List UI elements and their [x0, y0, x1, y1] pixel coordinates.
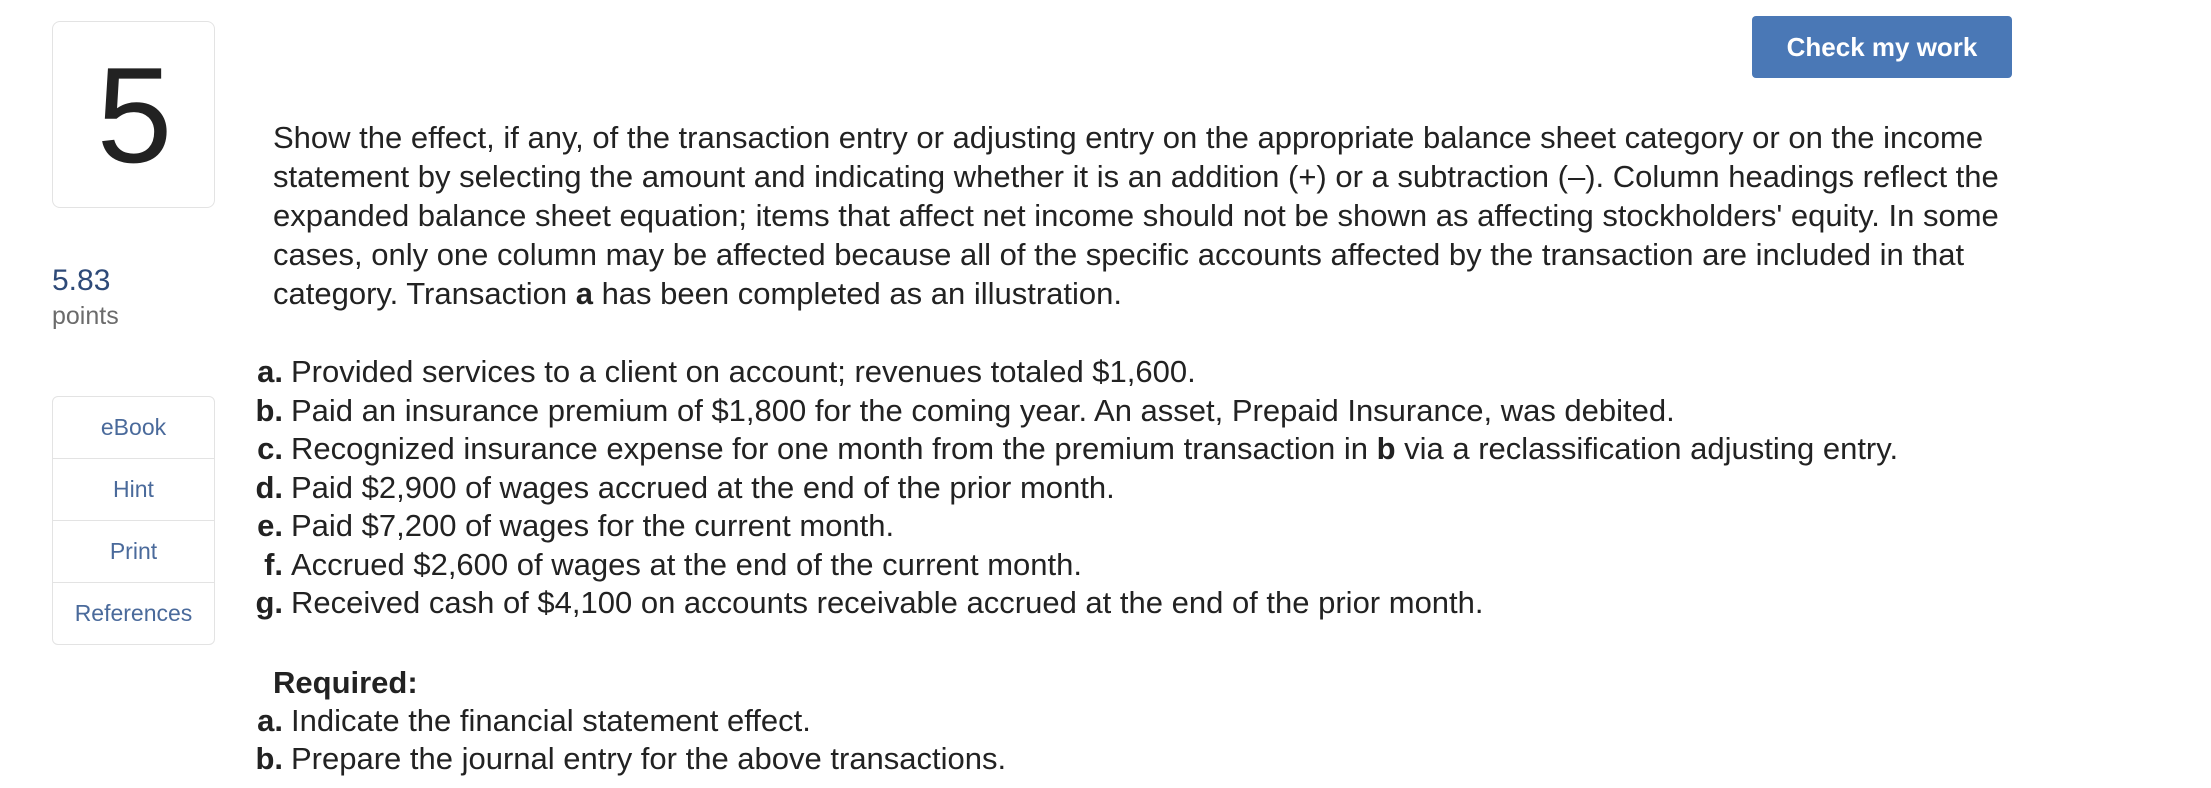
item-bold-letter: b	[1376, 431, 1396, 466]
item-letter: f.	[264, 546, 283, 582]
question-content	[255, 118, 2033, 779]
list-item	[255, 584, 2033, 623]
item-letter: c.	[257, 431, 283, 466]
list-item	[255, 392, 2033, 431]
item-text-after: via a reclassification adjusting entry.	[1395, 431, 1899, 466]
hint-link[interactable]: Hint	[53, 458, 214, 520]
item-text: Paid an insurance premium of $1,800 for the coming year. An asset, Prepaid Insurance, was debited.	[291, 392, 1675, 428]
instructions-bold-letter: a	[575, 276, 593, 311]
item-text: Indicate the financial statement effect.	[291, 702, 811, 738]
item-text: Paid $2,900 of wages accrued at the end of the prior month.	[291, 469, 1115, 505]
item-letter: g.	[255, 585, 283, 620]
instructions-text: Show the effect, if any, of the transaction entry or adjusting entry on the appropriate balance sheet category or on the income statement by selecting the amount and indicating whether it is an addition (+) or a subtraction (–). Column headings reflect the expanded balance sheet equation; items that affect net income should not be shown as affecting stockholders' equity. In some cases, only one column may be affected because all of the specific accounts affected by the transaction are included in that category. Transaction	[273, 120, 1999, 311]
item-letter: b.	[255, 741, 283, 776]
print-link[interactable]: Print	[53, 520, 214, 582]
points-label: points	[52, 302, 119, 330]
item-text: Provided services to a client on account; revenues totaled $1,600.	[291, 354, 1196, 389]
item-text: Received cash of $4,100 on accounts receivable accrued at the end of the prior month.	[291, 585, 1484, 620]
item-letter: a.	[257, 702, 283, 738]
instructions-paragraph	[273, 118, 2033, 313]
references-link[interactable]: References	[53, 582, 214, 644]
list-item	[255, 469, 2033, 508]
item-text	[291, 430, 1898, 469]
list-item	[264, 546, 2033, 585]
item-text-before: Recognized insurance expense for one month from the premium transaction in	[291, 431, 1377, 466]
item-letter: b.	[255, 392, 283, 428]
check-my-work-button[interactable]: Check my work	[1752, 16, 2012, 78]
item-letter: e.	[257, 508, 283, 543]
list-item	[255, 740, 2033, 779]
required-heading: Required:	[273, 664, 418, 700]
points-value: 5.83	[52, 264, 111, 297]
question-tools	[52, 396, 215, 645]
list-item	[257, 353, 2033, 392]
transaction-list	[255, 353, 2033, 623]
item-text: Accrued $2,600 of wages at the end of the current month.	[291, 546, 1082, 582]
required-list	[255, 702, 2033, 779]
list-item	[257, 507, 2033, 546]
list-item	[257, 702, 2033, 741]
item-text: Paid $7,200 of wages for the current month.	[291, 508, 895, 543]
instructions-text-end: has been completed as an illustration.	[592, 276, 1122, 311]
list-item	[257, 430, 2033, 469]
ebook-link[interactable]: eBook	[100, 414, 167, 440]
item-text: Prepare the journal entry for the above transactions.	[291, 741, 1007, 776]
item-letter: d.	[255, 469, 283, 505]
question-number-box	[52, 21, 215, 208]
question-number: 5	[96, 38, 171, 191]
item-letter: a.	[257, 354, 283, 389]
